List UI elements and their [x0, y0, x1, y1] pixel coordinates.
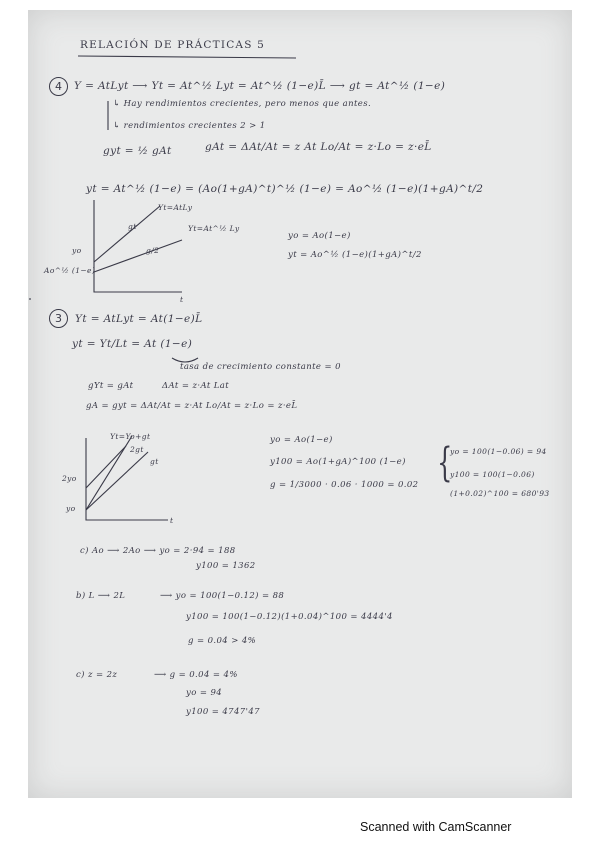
- graph2-axes: [86, 438, 168, 520]
- ex3-calc2: y100 = Ao(1+gA)^100 (1−e): [270, 457, 406, 467]
- part-c2-label: c) z = 2z: [76, 670, 118, 680]
- ex3-calc3: g = 1/3000 · 0.06 · 1000 = 0.02: [270, 480, 419, 490]
- scanner-watermark: Scanned with CamScanner: [360, 820, 512, 834]
- ex4-line3: ↳ rendimientos crecientes 2 > 1: [113, 121, 266, 131]
- part-b-line1: ⟶ yo = 100(1−0.12) = 88: [160, 591, 285, 601]
- ex4-line4b: gAt = ΔAt/At = z At Lo/At = z·Lo = z·eL̄: [205, 141, 432, 153]
- graph1-label-top: Yt=AtLy: [158, 203, 193, 212]
- graph1-label-y0: yo: [72, 246, 82, 255]
- part-c2-line1: ⟶ g = 0.04 = 4%: [154, 670, 238, 680]
- ex3-line2: yt = Yt/Lt = At (1−e): [72, 338, 193, 350]
- graph2-label-2y0: 2yo: [62, 474, 77, 483]
- ex4-line5: yt = At^½ (1−e) = (Ao(1+gA)^t)^½ (1−e) = Ao^½ (1−e)(1+gA)^t/2: [86, 183, 484, 195]
- graph1-label-gt: gt: [128, 222, 137, 231]
- graph2-label-top: Yt=Yo+gt: [110, 432, 151, 441]
- graph1-label-g2: g/2: [146, 246, 160, 255]
- page-title: RELACIÓN DE PRÁCTICAS 5: [80, 39, 266, 51]
- ex3-side2: y100 = 100(1−0.06): [450, 470, 535, 479]
- part-c2-line3: y100 = 4747'47: [186, 707, 260, 717]
- ex3-line4b: ΔAt = z·At Lat: [162, 381, 230, 391]
- part-c2-line2: yo = 94: [186, 688, 223, 698]
- ex3-side3: (1+0.02)^100 = 680'93: [450, 489, 550, 498]
- part-c-label: c) Ao ⟶ 2Ao ⟶ yo = 2·94 = 188: [80, 546, 236, 556]
- graph1-label-mid: Yt=At^½ Ly: [188, 224, 240, 233]
- part-c-line2: y100 = 1362: [196, 561, 256, 571]
- ex3-line1: Yt = AtLyt = At(1−e)L̄: [75, 313, 203, 325]
- ex4-line1: Y = AtLyt ⟶ Yt = At^½ Lyt = At^½ (1−e)L̄ ⟶ gt = At^½ (1−e): [74, 80, 446, 92]
- graph1-axes: [94, 200, 182, 292]
- ex3-calc1: yo = Ao(1−e): [270, 435, 333, 445]
- curly-brace: {: [437, 440, 453, 486]
- ex3-line5: gA = gyt = ΔAt/At = z·At Lo/At = z·Lo = z·eL̄: [86, 401, 298, 411]
- graph2-label-y0: yo: [66, 504, 76, 513]
- graph2-label-2gt: 2gt: [130, 445, 144, 454]
- ex4-result2: yt = Ao^½ (1−e)(1+gA)^t/2: [288, 250, 422, 260]
- part-b-label: b) L ⟶ 2L: [76, 591, 126, 601]
- graph2-line-b: [86, 446, 126, 488]
- graph1-label-t: t: [180, 295, 184, 304]
- ex4-line2: ↳ Hay rendimientos crecientes, pero menos que antes.: [113, 99, 372, 109]
- exercise-number: 4: [49, 77, 68, 96]
- ex4-result1: yo = Ao(1−e): [288, 231, 351, 241]
- title-underline: [78, 56, 296, 58]
- ex3-side1: yo = 100(1−0.06) = 94: [450, 447, 547, 456]
- graph2-label-gt: gt: [150, 457, 159, 466]
- exercise-number: 3: [49, 309, 68, 328]
- ex4-line4a: gyt = ½ gAt: [103, 145, 172, 157]
- part-b-line2: y100 = 100(1−0.12)(1+0.04)^100 = 4444'4: [186, 612, 393, 622]
- graph2-label-t: t: [170, 516, 174, 525]
- graph1-label-a0: Ao^½ (1−e): [44, 266, 96, 275]
- ex3-line4a: gYt = gAt: [88, 381, 134, 391]
- graph1-line-flat: [94, 240, 182, 272]
- ex3-line3: tasa de crecimiento constante = 0: [180, 362, 341, 372]
- part-b-line3: g = 0.04 > 4%: [188, 636, 257, 646]
